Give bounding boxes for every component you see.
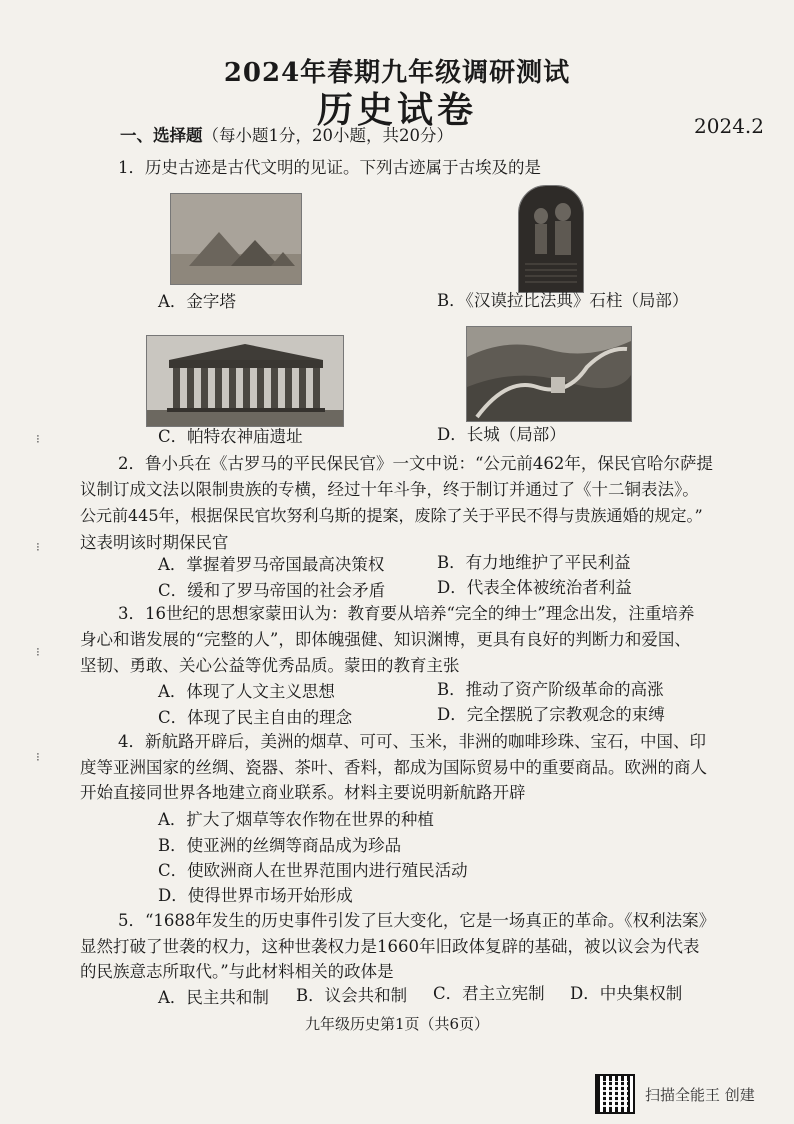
parthenon-image — [146, 335, 344, 427]
q2-line: 2．鲁小兵在《古罗马的平民保民官》一文中说：“公元前462年，保民官哈尔萨提 — [118, 454, 713, 473]
q1-stem: 1．历史古迹是古代文明的见证。下列古迹属于古埃及的是 — [118, 158, 541, 177]
q2-option-a: A．掌握着罗马帝国最高决策权 — [158, 555, 385, 574]
q2-line: 公元前445年，根据保民官坎努利乌斯的提案，废除了关于平民不得与贵族通婚的规定。” — [80, 506, 703, 525]
q4-line: 度等亚洲国家的丝绸、瓷器、茶叶、香料，都成为国际贸易中的重要商品。欧洲的商人 — [80, 758, 707, 777]
q2-line: 议制订成文法以限制贵族的专横，经过十年斗争，终于制订并通过了《十二铜表法》。 — [80, 480, 699, 499]
q5-line: 的民族意志所取代。”与此材料相关的政体是 — [80, 962, 394, 981]
q1-option-a: A．金字塔 — [158, 292, 236, 311]
exam-title: 2024年春期九年级调研测试 — [223, 58, 571, 88]
q2-option-b: B．有力地维护了平民利益 — [437, 553, 631, 572]
q1-option-d: D．长城（局部） — [437, 425, 566, 444]
binding-mark: ⁝ — [36, 750, 40, 764]
great-wall-image — [466, 326, 632, 422]
q1-option-b: B．《汉谟拉比法典》石柱（局部） — [437, 291, 689, 310]
binding-mark: ⁝ — [36, 540, 40, 554]
hammurabi-stele-image — [518, 185, 584, 293]
q5-line: 5．“1688年发生的历史事件引发了巨大变化，它是一场真正的革命。《权利法案》 — [118, 911, 716, 930]
section-heading — [120, 126, 453, 146]
pyramids-image — [170, 193, 302, 285]
q3-option-a: A．体现了人文主义思想 — [158, 682, 335, 701]
q5-option-d: D．中央集权制 — [570, 984, 683, 1003]
binding-mark: ⁝ — [36, 645, 40, 659]
q3-option-d: D．完全摆脱了宗教观念的束缚 — [437, 705, 665, 724]
q5-line: 显然打破了世袭的权力，这种世袭权力是1660年旧政体复辟的基础，被以议会为代表 — [80, 937, 700, 956]
q5-option-b: B．议会共和制 — [296, 986, 408, 1005]
q4-line: 4．新航路开辟后，美洲的烟草、可可、玉米，非洲的咖啡珍珠、宝石，中国、印 — [118, 732, 706, 751]
q4-option-b: B．使亚洲的丝绸等商品成为珍品 — [158, 836, 402, 855]
exam-date: 2024.2 — [694, 114, 764, 138]
section-title: 一、选择题 — [120, 126, 203, 145]
q2-line: 这表明该时期保民官 — [80, 533, 229, 552]
q3-line: 3．16世纪的思想家蒙田认为：教育要从培养“完全的绅士”理念出发，注重培养 — [118, 604, 695, 623]
q4-line: 开始直接同世界各地建立商业联系。材料主要说明新航路开辟 — [80, 783, 526, 802]
q3-line: 身心和谐发展的“完整的人”，即体魄强健、知识渊博，更具有良好的判断力和爱国、 — [80, 630, 691, 649]
q5-option-a: A．民主共和制 — [158, 988, 269, 1007]
q4-option-d: D．使得世界市场开始形成 — [158, 886, 353, 905]
scanner-label: 扫描全能王 创建 — [645, 1085, 755, 1104]
binding-mark: ⁝ — [36, 432, 40, 446]
page-footer: 九年级历史第1页（共6页） — [304, 1015, 490, 1033]
q3-line: 坚韧、勇敢、关心公益等优秀品质。蒙田的教育主张 — [80, 656, 460, 675]
q5-option-c: C．君主立宪制 — [433, 984, 545, 1003]
q3-option-b: B．推动了资产阶级革命的高涨 — [437, 680, 664, 699]
q4-option-c: C．使欧洲商人在世界范围内进行殖民活动 — [158, 861, 468, 880]
q4-option-a: A．扩大了烟草等农作物在世界的种植 — [158, 810, 434, 829]
q3-option-c: C．体现了民主自由的理念 — [158, 708, 353, 727]
scanner-watermark — [595, 1074, 755, 1114]
q2-option-d: D．代表全体被统治者利益 — [437, 578, 632, 597]
q2-option-c: C．缓和了罗马帝国的社会矛盾 — [158, 581, 386, 600]
qr-code-icon — [595, 1074, 635, 1114]
exam-subtitle: 历史试卷 — [316, 89, 477, 131]
q1-option-c: C．帕特农神庙遗址 — [158, 427, 303, 446]
section-note: （每小题1分，20小题，共20分） — [202, 126, 453, 145]
